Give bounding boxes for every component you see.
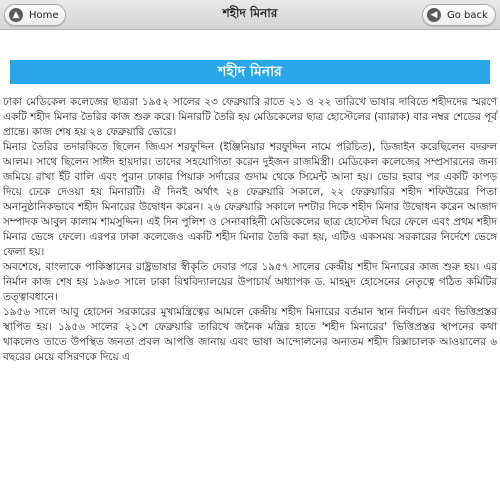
article-paragraph: মিনার তৈরির তদারকিতে ছিলেন জিএস শরফুদ্দিন (ইঞ্জিনিয়ার শরফুদ্দিন নামে পরিচিত), ডিজাইন করেছিলেন বদরুল আলম। সাথে ছিলেন সাঈদ হায়দার। তাদের সহযোগিতা করেন দুইজন রাজমিস্ত্রী। মেডিকেল কলেজের সম্প্রসারনের জন্য জমিয়ে রাখা ইঁট বালি এবং পুরান ঢাকার পিয়ারু সর্দারের গুদাম থেকে সিমেন্ট আনা হয়। ভোর হবার পর একটি কাপড় দিয়ে ঢেকে দেওয়া হয় মিনারটি। ঐ দিনই অর্থাৎ ২৪ ফেব্রুয়ারি সকালে, ২২ ফেব্রুয়ারির শহীদ শফিউরের পিতা অনানুষ্ঠানিকভাবে শহীদ মিনারের উদ্বোধন করেন। ২৬ ফেব্রুয়ারি সকালে দশটার দিকে শহীদ মিনার উদ্বোধন করেন আজাদ সম্পাদক আবুল কালাম শামসুদ্দিন। এই দিন পুলিশ ও সেনাবাহিনী মেডিকেলের ছাত্র হোস্টেল ঘিরে ফেলে এবং প্রথম শহীদ মিনার ভেঙ্গে ফেলে। এরপর ঢাকা কলেজেও একটি শহীদ মিনার তৈরি করা হয়, এটিও একসময় সরকারের নির্দেশে ভেঙ্গে ফেলা হয়। (3, 141, 497, 258)
go-back-button[interactable] (422, 4, 496, 26)
article-paragraph: অবশেষে, বাংলাকে পাকিস্তানের রাষ্ট্রভাষার স্বীকৃতি দেবার পরে ১৯৫৭ সালের কেন্দ্রীয় শহীদ মিনারের কাজ শুরু হয়। এর নির্মান কাজ শেষ হয় ১৯৬৩ সালে ঢাকা বিশ্ববিদ্যালয়ের উপাচার্য অধ্যাপক ড. মাহমুদ হোসেনের নেতৃত্বে গঠিত কমিটির তত্ত্বাবধানে। (3, 261, 497, 303)
home-button-label: Home (29, 9, 59, 21)
article-body (3, 95, 497, 365)
go-back-button-label: Go back (447, 9, 488, 21)
article-banner-title: শহীদ মিনার (10, 60, 490, 84)
article-paragraph: ঢাকা মেডিকেল কলেজের ছাত্ররা ১৯৫২ সালের ২৩ ফেব্রুয়ারি রাতে ২১ ও ২২ তারিখে ভাষার দাবিতে শহীদদের স্মরণে একটি শহীদ মিনার তৈরির কাজ শুরু করে। মিনারটি তৈরি হয় মেডিকেলের ছাত্র হোস্টেলের (ব্যারাক) বার নম্বর শেডের পূর্ব প্রান্তে। কাজ শেষ হয় ২৪ ফেব্রুয়ারি ভোরে। (3, 96, 497, 138)
article-paragraph: ১৯৫৬ সালে আবু হোসেন সরকারের মুখ্যমন্ত্রিত্বের আমলে কেন্দ্রীয় শহীদ মিনারের বর্তমান স্থান নির্বাচন এবং ভিত্তিপ্রস্তর স্থাপিত হয়। ১৯৫৬ সালের ২১শে ফেব্রুয়ারি তারিখে জনৈক মন্ত্রির হাতে 'শহীদ মিনারের' ভিত্তিপ্রস্তর স্থাপনের কথা থাকলেও তাতে উপস্থিত জনতা প্রবল আপত্তি জানায় এবং ভাষা আন্দোলনের অন্যতম শহীদ রিক্সাচালক আওয়ালের ৬ বছরের মেয়ে বসিরণকে দিয়ে এ (3, 306, 497, 363)
home-button[interactable] (4, 4, 66, 26)
page-title: শহীদ মিনার (222, 6, 278, 20)
back-arrow-icon: ◀ (427, 8, 441, 22)
article-content[interactable] (0, 31, 500, 484)
home-icon: ▲ (9, 8, 23, 22)
header-bar (0, 0, 500, 30)
